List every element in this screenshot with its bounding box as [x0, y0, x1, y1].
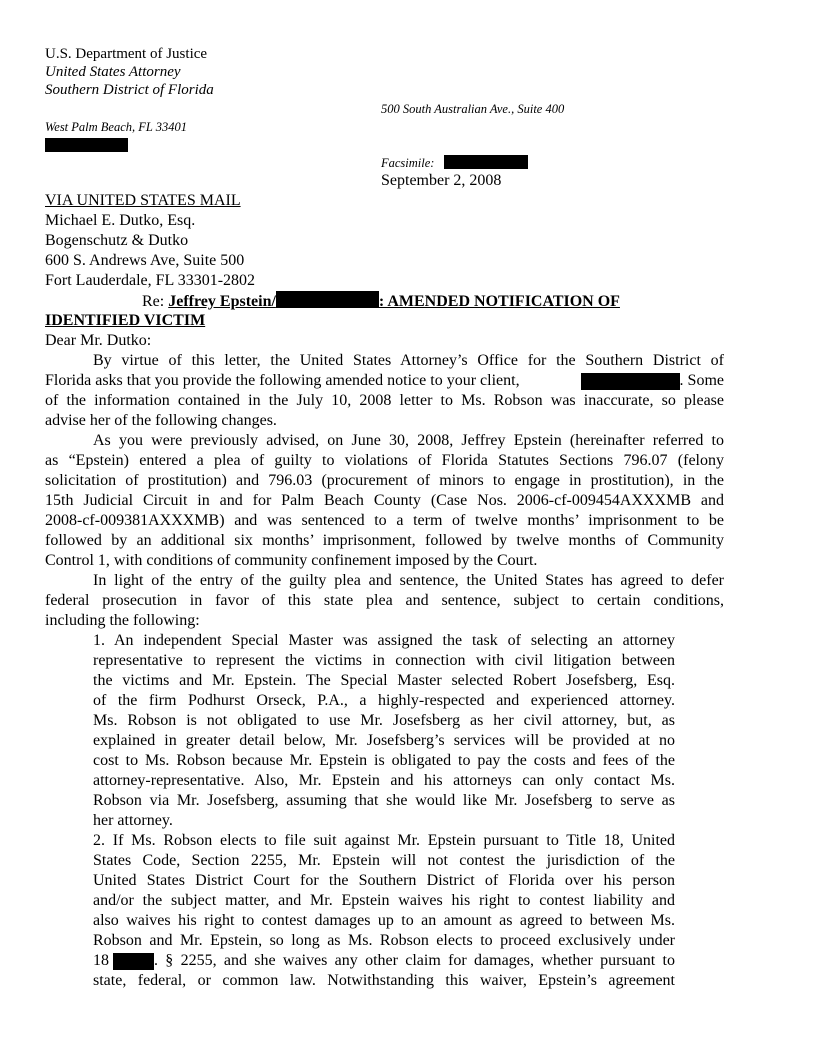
item1-line: explained in greater detail below, Mr. Josefsberg’s services will be provided at no [93, 732, 675, 749]
subject-title-continued: IDENTIFIED VICTIM [45, 312, 206, 329]
redaction-phone [45, 138, 128, 152]
para2-line: 2008-cf-009381AXXXMB) and was sentenced to a term of twelve months’ imprisonment to be [45, 512, 724, 529]
recipient-name: Michael E. Dutko, Esq. [45, 212, 196, 229]
item2-line: United States District Court for the Southern District of Florida over his person [93, 872, 675, 889]
item1-line: cost to Ms. Robson because Mr. Epstein is obligated to pay the costs and fees of the [93, 752, 675, 769]
item1-line: of the firm Podhurst Orseck, P.A., a highly-respected and experienced attorney. [93, 692, 675, 709]
para1-line: By virtue of this letter, the United States Attorney’s Office for the Southern District of [93, 352, 724, 369]
para2-line: As you were previously advised, on June 30, 2008, Jeffrey Epstein (hereinafter referred to [93, 432, 724, 449]
redaction-victim-name [276, 291, 379, 308]
para1-text: . Some [679, 372, 724, 389]
item1-line: her attorney. [93, 812, 173, 829]
para2-line: as “Epstein) entered a plea of guilty to violations of Florida Statutes Sections 796.07 (felony [45, 452, 724, 469]
redaction-facsimile [444, 155, 528, 169]
redaction-usc [113, 953, 154, 970]
item2-text: . § 2255, and she waives any other claim for damages, whether pursuant to [154, 952, 675, 969]
subject-line [142, 291, 620, 312]
office-address: 500 South Australian Ave., Suite 400 [381, 102, 565, 116]
item1-line: 1. An independent Special Master was assigned the task of selecting an attorney [93, 632, 675, 649]
item1-line: attorney-representative. Also, Mr. Epstein and his attorneys can only contact Ms. [93, 772, 675, 789]
office-city: West Palm Beach, FL 33401 [45, 120, 188, 134]
para1-line: advise her of the following changes. [45, 412, 277, 429]
subject-title: : AMENDED NOTIFICATION OF [378, 293, 620, 310]
salutation: Dear Mr. Dutko: [45, 332, 152, 349]
para1-text: Florida asks that you provide the following amended notice to your client, [45, 372, 520, 389]
item2-line: States Code, Section 2255, Mr. Epstein will not contest the jurisdiction of the [93, 852, 675, 869]
office-name: United States Attorney [45, 64, 181, 80]
para1-line: of the information contained in the July 10, 2008 letter to Ms. Robson was inaccurate, so please [45, 392, 724, 409]
facsimile-label: Facsimile: [381, 156, 435, 170]
recipient-street: 600 S. Andrews Ave, Suite 500 [45, 252, 245, 269]
delivery-method: VIA UNITED STATES MAIL [45, 192, 241, 209]
item1-line: the victims and Mr. Epstein. The Special Master selected Robert Josefsberg, Esq. [93, 672, 675, 689]
redaction-client-name [581, 373, 680, 390]
recipient-firm: Bogenschutz & Dutko [45, 232, 189, 249]
item1-line: representative to represent the victims in connection with civil litigation between [93, 652, 675, 669]
para1-line [45, 371, 724, 391]
letter-date: September 2, 2008 [381, 172, 502, 189]
para2-line: Control 1, with conditions of community confinement imposed by the Court. [45, 552, 538, 569]
item1-line: Robson via Mr. Josefsberg, assuming that she would like Mr. Josefsberg to serve as [93, 792, 675, 809]
item2-line [93, 951, 675, 971]
para3-line: In light of the entry of the guilty plea and sentence, the United States has agreed to defer [93, 572, 724, 589]
district-name: Southern District of Florida [45, 82, 214, 98]
item2-text: 18 [93, 952, 109, 969]
item2-line: 2. If Ms. Robson elects to file suit against Mr. Epstein pursuant to Title 18, United [93, 832, 675, 849]
item2-line: also waives his right to contest damages up to an amount as agreed to between Ms. [93, 912, 675, 929]
subject-name: Jeffrey Epstein/ [168, 293, 276, 310]
item1-line: Ms. Robson is not obligated to use Mr. Josefsberg as her civil attorney, but, as [93, 712, 675, 729]
para2-line: 15th Judicial Circuit in and for Palm Beach County (Case Nos. 2006-cf-009454AXXXMB and [45, 492, 724, 509]
department-name: U.S. Department of Justice [45, 46, 208, 62]
recipient-city: Fort Lauderdale, FL 33301-2802 [45, 272, 256, 289]
item2-line: state, federal, or common law. Notwithstanding this waiver, Epstein’s agreement [93, 972, 675, 989]
para3-line: federal prosecution in favor of this state plea and sentence, subject to certain conditions, [45, 592, 724, 609]
para2-line: solicitation of prostitution) and 796.03 (procurement of minors to engage in prostitution), in the [45, 472, 724, 489]
para2-line: followed by an additional six months’ imprisonment, followed by twelve months of Community [45, 532, 724, 549]
item2-line: Robson and Mr. Epstein, so long as Ms. Robson elects to proceed exclusively under [93, 932, 675, 949]
subject-re: Re: [142, 293, 169, 310]
para3-line: including the following: [45, 612, 200, 629]
item2-line: and/or the subject matter, and Mr. Epstein waives his right to contest liability and [93, 892, 675, 909]
